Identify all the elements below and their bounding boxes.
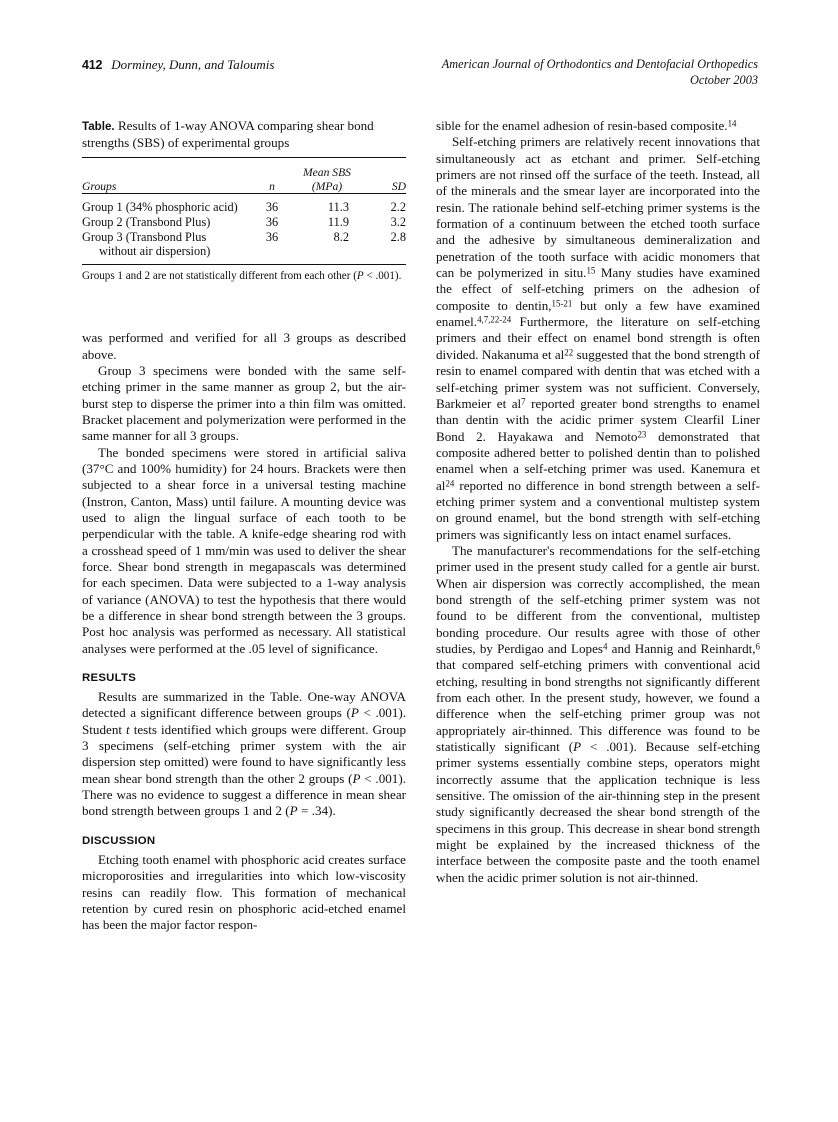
footnote-p-symbol: P xyxy=(356,269,364,282)
citation-ref: 15-21 xyxy=(551,298,573,309)
right-column xyxy=(436,118,760,886)
head-spacer xyxy=(82,158,406,167)
paragraph-continued: was performed and verified for all 3 groups as described above. xyxy=(82,330,406,362)
paragraph-self-etching-primers xyxy=(436,134,760,543)
cell-mean-sbs: 11.9 xyxy=(327,215,349,229)
citation-ref: 6 xyxy=(755,641,760,652)
cell-mean-sbs: 8.2 xyxy=(333,229,349,244)
cell-group: Group 3 (Transbond Plus xyxy=(82,229,207,244)
column-header-mean-line2: (MPa) xyxy=(311,179,343,193)
running-head-authors: Dorminey, Dunn, and Taloumis xyxy=(111,57,275,72)
table-row-continuation xyxy=(82,244,406,259)
citation-ref: 24 xyxy=(445,477,455,488)
running-head-right xyxy=(442,57,758,88)
paragraph-continued-right xyxy=(436,118,760,134)
citation-ref: 4,7,22-24 xyxy=(477,314,512,325)
seg-m3: that compared self-etching primers with conventional acid etching, resulting in bond strengths not significantly different from each other. In the present study, however, we found a difference when the self-etching primer group was not appropriately air-thinned. This difference was found to be statistically significant (P < .001). Because self-etching primer systems essentially combine steps, operators might incorrectly assume that the application technique is less sensitive. The omission of the air-thinning step in the present study significantly decreased the shear bond strength of the specimens in this group. This decrease in shear bond strength might be explained by the increased thickness of the interface between the composite paste and the tooth enamel when the acidic primer solution is not air-thinned. xyxy=(436,657,760,885)
running-head-left xyxy=(82,57,274,73)
paragraph-continued-right-text: sible for the enamel adhesion of resin-based composite. xyxy=(436,118,728,133)
cell-group: Group 2 (Transbond Plus) xyxy=(82,215,211,229)
table-head-rule-row xyxy=(82,158,406,167)
journal-title: American Journal of Orthodontics and Dentofacial Orthopedics xyxy=(441,57,758,71)
column-header-mean-line1: Mean SBS xyxy=(303,166,351,180)
table-block xyxy=(82,118,406,283)
cell-mean-sbs: 11.3 xyxy=(327,200,349,215)
citation-ref: 14 xyxy=(727,118,737,129)
seg-m2: and Hannig and Reinhardt, xyxy=(607,641,756,656)
column-header-groups: Groups xyxy=(82,179,117,193)
heading-results: RESULTS xyxy=(82,672,137,685)
heading-discussion: DISCUSSION xyxy=(82,834,156,847)
table-row xyxy=(82,230,406,245)
cell-sd: 2.2 xyxy=(390,200,406,215)
cell-mean-empty xyxy=(294,244,360,259)
paragraph-results: Results are summarized in the Table. One-way ANOVA detected a significant difference between groups (P < .001). Student t tests identified which groups were different. Group 3 specimens (self-etching primer system with the air dispersion step omitted) were found to have significantly less mean shear bond strength than the other 2 groups (P < .001). There was no evidence to suggest a difference in mean shear bond strength between groups 1 and 2 (P = .34). xyxy=(82,689,407,819)
table-head xyxy=(82,158,406,194)
citation-ref: 22 xyxy=(564,347,574,358)
cell-n: 36 xyxy=(265,215,279,229)
seg-6: reported greater bond strengths to enamel than dentin with the acidic primer system Clearfil Liner Bond 2. Hayakawa and Nemoto xyxy=(436,395,760,444)
column-header-n: n xyxy=(269,179,275,193)
seg-m1: The manufacturer's recommendations for the self-etching primer used in the present study called for a gentle air burst. When air dispersion was correctly accomplished, the mean bond strength of the self-etching primer system was not found to be different from the conventional, multistep bonding procedure. Our results agree with those of other studies, by Perdigao and Lopes xyxy=(436,542,760,656)
cell-n: 36 xyxy=(265,200,279,215)
cell-n: 36 xyxy=(265,229,279,244)
table-body-gap xyxy=(82,283,406,330)
left-column xyxy=(82,118,406,934)
citation-ref: 4 xyxy=(603,641,608,652)
anova-results-table xyxy=(82,157,406,264)
bottom-rule xyxy=(82,264,406,265)
paragraph-bonded-specimens: The bonded specimens were stored in artificial saliva (37°C and 100% humidity) for 24 hours. Brackets were then subjected to a shear force in a universal testing machine (Instron, Canton, Mass) until failure. A mounting device was used to align the lingual surface of each tooth to be perpendicular with the table. A knife-edge shearing rod with a crosshead speed of 1 mm/min was used to deliver the shear force. Shear bond strength in megapascals was determined for each specimen. Data were subjected to a 1-way analysis of variance (ANOVA) to test the hypothesis that there would be a difference in shear bond strength between the 3 groups. Post hoc analysis was performed as necessary. All statistical analyses were performed at the .05 level of significance. xyxy=(82,444,406,656)
table-label: Table. xyxy=(82,120,115,133)
seg-3: but only a few have examined enamel. xyxy=(436,297,760,330)
table-body xyxy=(82,194,406,265)
citation-ref: 7 xyxy=(521,396,526,407)
seg-5: suggested that the bond strength of resin to enamel compared with dentin that was etched with a self-etching primer system was not sufficient. Conversely, Barkmeier et al xyxy=(436,346,760,411)
column-header-mean-sbs xyxy=(294,166,360,194)
seg-2: Many studies have examined the effect of self-etching primers on the adhesion of composite to dentin, xyxy=(436,265,761,313)
table-caption xyxy=(82,118,406,151)
cell-sd-empty xyxy=(360,244,406,259)
paragraph-group3: Group 3 specimens were bonded with the same self-etching primer in the same manner as group 2, but the air-burst step to disperse the primer into a thin film was omitted. Bracket placement and polymerization were performed in the same manner for all 3 groups. xyxy=(82,362,406,444)
citation-ref: 15 xyxy=(586,265,596,276)
citation-ref: 23 xyxy=(637,428,647,439)
cell-sd: 3.2 xyxy=(390,215,406,229)
table-header-row xyxy=(82,166,406,194)
cell-group: Group 1 (34% phosphoric acid) xyxy=(82,200,238,215)
seg-7: demonstrated that composite adhered better to polished dentin than to polished enamel when a self-etching primer was used. Kanemura et al xyxy=(436,428,760,493)
table-row xyxy=(82,200,406,215)
paragraph-discussion-intro: Etching tooth enamel with phosphoric acid creates surface microporosities and irregularities into which low-viscosity resins can readily flow. This formation of mechanical retention by cured resin on phosphoric acid-etched enamel has been the major factor respon- xyxy=(82,851,406,933)
column-header-sd: SD xyxy=(391,179,406,193)
cell-sd: 2.8 xyxy=(390,229,406,244)
cell-n-empty xyxy=(250,244,294,259)
cell-group-continuation: without air dispersion) xyxy=(99,244,211,259)
table-caption-text: Results of 1-way ANOVA comparing shear bond strengths (SBS) of experimental groups xyxy=(82,118,374,151)
seg-4: Furthermore, the literature on self-etching primers and their effect on enamel bond strength is often divided. Nakanuma et al xyxy=(436,314,760,362)
seg-8: reported no difference in bond strength between a self-etching primer system and a conventional multistep system on ground enamel, but the bond strength with self-etching primers was significantly less on intact enamel surfaces. xyxy=(436,477,760,542)
table-footnote: Groups 1 and 2 are not statistically different from each other (P < .001). xyxy=(82,269,402,282)
seg-1: Self-etching primers are relatively recent innovations that simultaneously act as etchant and primer. Self-etching primers are not rinsed off the surface of the teeth. Instead, all of the minerals and the smear layer are incorporated into the resin. The rationale behind self-etching primer systems is the formation of a continuum between the etched tooth surface and the adhesive by simultaneous demineralization and penetration of the tooth surface with acidic monomers that can be polymerized in situ. xyxy=(436,134,760,281)
paragraph-manufacturer-recommendations xyxy=(436,543,760,886)
issue-date: October 2003 xyxy=(690,72,758,87)
page-number: 412 xyxy=(82,58,103,72)
running-head xyxy=(82,57,758,97)
table-bottom-rule-row xyxy=(82,264,406,265)
table-row xyxy=(82,215,406,230)
